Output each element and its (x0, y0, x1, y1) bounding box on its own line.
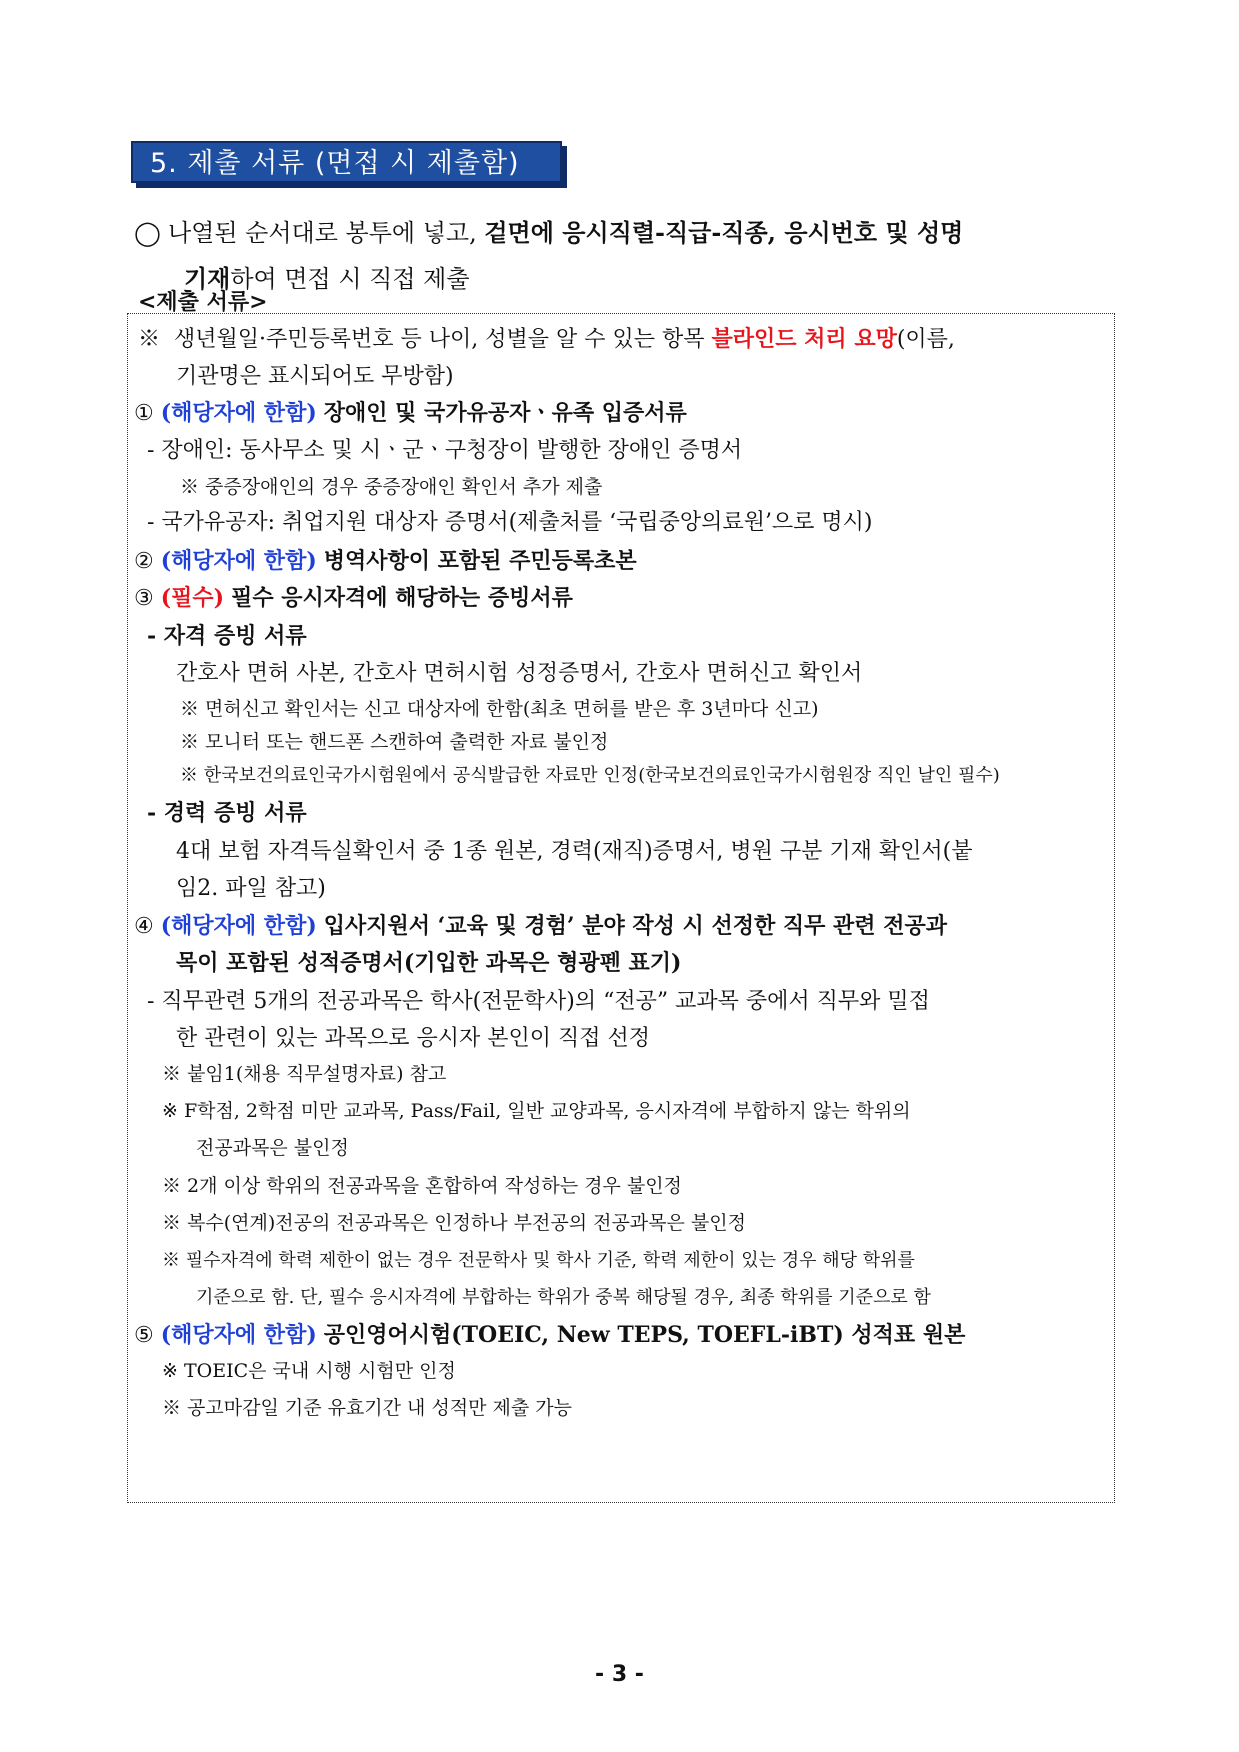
section-title: 5. 제출 서류 (면접 시 제출함) (131, 141, 562, 183)
item-3-career-text: 4대 보험 자격득실확인서 중 1종 원본, 경력(재직)증명서, 병원 구분 기재 확인서(붙 (176, 839, 973, 864)
item-4-note: ※ 필수자격에 학력 제한이 없는 경우 전문학사 및 학사 기준, 학력 제한이 있는 경우 해당 학위를 (162, 1250, 915, 1271)
item-5-heading: ⑤ (해당자에 한함) 공인영어시험(TOEIC, New TEPS, TOEFL-iBT) 성적표 원본 (134, 1322, 966, 1348)
item-3-license-heading: - 자격 증빙 서류 (147, 623, 307, 649)
item-3-license-text: 간호사 면허 사본, 간호사 면허시험 성정증명서, 간호사 면허신고 확인서 (176, 661, 863, 686)
item-3-heading: ③ (필수) 필수 응시자격에 해당하는 증빙서류 (134, 585, 573, 611)
item-1-note: ※ 중증장애인의 경우 중증장애인 확인서 추가 제출 (180, 476, 603, 498)
blind-notice-cont: 기관명은 표시되어도 무방함) (176, 364, 454, 389)
item-4-note-cont: 전공과목은 불인정 (196, 1137, 349, 1159)
intro-paragraph (134, 210, 1119, 302)
item-1-disabled: - 장애인: 동사무소 및 시ㆍ군ㆍ구청장이 발행한 장애인 증명서 (147, 438, 743, 463)
item-4-note-cont: 기준으로 함. 단, 필수 응시자격에 부합하는 학위가 중복 해당될 경우, 최종 학위를 기준으로 함 (196, 1287, 931, 1308)
item-3-career-heading: - 경력 증빙 서류 (147, 800, 307, 826)
item-1-veteran: - 국가유공자: 취업지원 대상자 증명서(제출처를 ‘국립중앙의료원’으로 명시) (147, 510, 873, 535)
item-4-heading-cont: 목이 포함된 성적증명서(기입한 과목은 형광펜 표기) (176, 950, 682, 976)
box-heading: <제출 서류> (138, 289, 268, 315)
item-1-heading: ① (해당자에 한함) 장애인 및 국가유공자ㆍ유족 입증서류 (134, 400, 687, 426)
item-3-note: ※ 한국보건의료인국가시험원에서 공식발급한 자료만 인정(한국보건의료인국가시험원장 직인 날인 필수) (180, 765, 1000, 786)
item-2-heading: ② (해당자에 한함) 병역사항이 포함된 주민등록초본 (134, 548, 637, 574)
item-4-heading: ④ (해당자에 한함) 입사지원서 ‘교육 및 경험’ 분야 작성 시 선정한 직무 관련 전공과 (134, 913, 947, 939)
item-4-note: ※ 2개 이상 학위의 전공과목을 혼합하여 작성하는 경우 불인정 (162, 1175, 682, 1197)
page-number: - 3 - (595, 1662, 644, 1687)
item-4-note: ※ 복수(연계)전공의 전공과목은 인정하나 부전공의 전공과목은 불인정 (162, 1212, 746, 1234)
item-5-note: ※ TOEIC은 국내 시행 시험만 인정 (162, 1360, 456, 1382)
item-3-note: ※ 모니터 또는 핸드폰 스캔하여 출력한 자료 불인정 (180, 731, 609, 753)
item-4-note: ※ 붙임1(채용 직무설명자료) 참고 (162, 1063, 447, 1085)
intro-line-1: ◯ 나열된 순서대로 봉투에 넣고, 겉면에 응시직렬-직급-직종, 응시번호 및 성명 (134, 210, 1119, 256)
item-5-note: ※ 공고마감일 기준 유효기간 내 성적만 제출 가능 (162, 1397, 573, 1419)
item-3-note: ※ 면허신고 확인서는 신고 대상자에 한함(최초 면허를 받은 후 3년마다 신고) (180, 698, 819, 720)
item-3-career-text-cont: 임2. 파일 참고) (176, 876, 326, 901)
item-4-text: - 직무관련 5개의 전공과목은 학사(전문학사)의 “전공” 교과목 중에서 직무와 밀접 (147, 989, 930, 1014)
circle-bullet-icon: ◯ (134, 219, 161, 247)
intro-line-2: 기재하여 면접 시 직접 제출 (184, 264, 470, 293)
item-4-note: ※ F학점, 2학점 미만 교과목, Pass/Fail, 일반 교양과목, 응시자격에 부합하지 않는 학위의 (162, 1100, 911, 1122)
item-4-text-cont: 한 관련이 있는 과목으로 응시자 본인이 직접 선정 (176, 1026, 650, 1051)
blind-notice: ※ 생년월일·주민등록번호 등 나이, 성별을 알 수 있는 항목 블라인드 처리 요망(이름, (138, 326, 955, 352)
